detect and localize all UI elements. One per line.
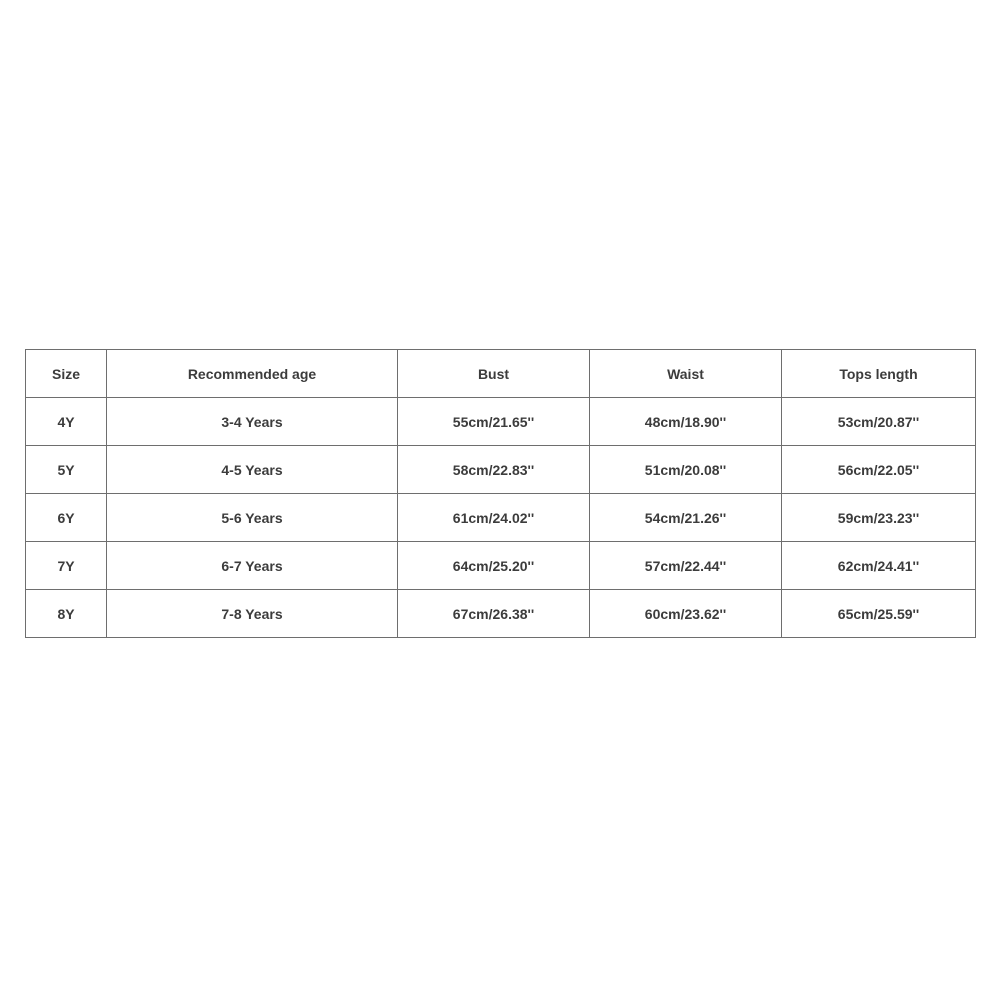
header-bust: Bust — [398, 350, 590, 398]
cell-waist: 54cm/21.26'' — [590, 494, 782, 542]
table-row — [26, 398, 976, 446]
table-row — [26, 542, 976, 590]
cell-tops-length: 62cm/24.41'' — [782, 542, 976, 590]
cell-size: 4Y — [26, 398, 107, 446]
table-row — [26, 494, 976, 542]
cell-recommended-age: 3-4 Years — [107, 398, 398, 446]
cell-bust: 64cm/25.20'' — [398, 542, 590, 590]
cell-waist: 57cm/22.44'' — [590, 542, 782, 590]
cell-recommended-age: 4-5 Years — [107, 446, 398, 494]
size-chart-table — [25, 349, 976, 638]
header-tops-length: Tops length — [782, 350, 976, 398]
header-recommended-age: Recommended age — [107, 350, 398, 398]
size-chart-header — [26, 350, 976, 398]
cell-bust: 55cm/21.65'' — [398, 398, 590, 446]
cell-tops-length: 53cm/20.87'' — [782, 398, 976, 446]
cell-tops-length: 56cm/22.05'' — [782, 446, 976, 494]
cell-size: 7Y — [26, 542, 107, 590]
size-chart-body — [26, 398, 976, 638]
header-size: Size — [26, 350, 107, 398]
cell-recommended-age: 5-6 Years — [107, 494, 398, 542]
table-row — [26, 590, 976, 638]
cell-bust: 58cm/22.83'' — [398, 446, 590, 494]
cell-tops-length: 65cm/25.59'' — [782, 590, 976, 638]
cell-waist: 48cm/18.90'' — [590, 398, 782, 446]
cell-waist: 60cm/23.62'' — [590, 590, 782, 638]
cell-waist: 51cm/20.08'' — [590, 446, 782, 494]
cell-recommended-age: 7-8 Years — [107, 590, 398, 638]
table-row — [26, 446, 976, 494]
cell-size: 8Y — [26, 590, 107, 638]
header-row — [26, 350, 976, 398]
cell-size: 6Y — [26, 494, 107, 542]
cell-tops-length: 59cm/23.23'' — [782, 494, 976, 542]
cell-recommended-age: 6-7 Years — [107, 542, 398, 590]
cell-size: 5Y — [26, 446, 107, 494]
header-waist: Waist — [590, 350, 782, 398]
cell-bust: 61cm/24.02'' — [398, 494, 590, 542]
cell-bust: 67cm/26.38'' — [398, 590, 590, 638]
